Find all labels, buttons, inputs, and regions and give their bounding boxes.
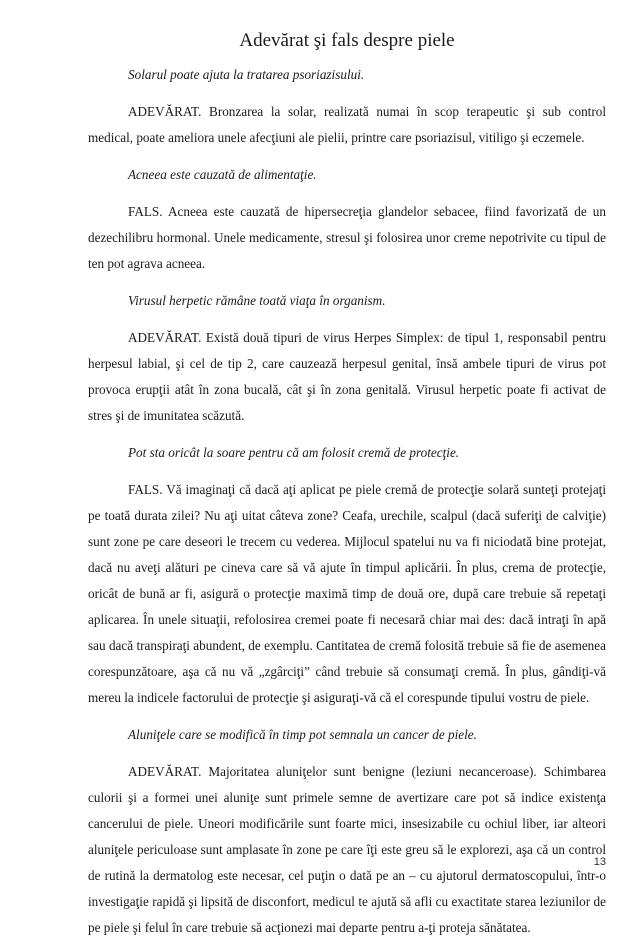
claim-5: Aluniţele care se modifică în timp pot semnala un cancer de piele. [128, 727, 477, 742]
page-number: 13 [593, 856, 606, 868]
claim-2: Acneea este cauzată de alimentaţie. [128, 167, 317, 182]
claim-1: Solarul poate ajuta la tratarea psoriazisului. [128, 67, 365, 82]
answer-1: ADEVĂRAT. Bronzarea la solar, realizată numai în scop terapeutic şi sub control medical, poate ameliora unele afecţiuni ale pielii, printre care psoriazisul, vitiligo şi eczemele. [88, 104, 606, 145]
document-page [88, 28, 606, 952]
claim-4: Pot sta oricât la soare pentru că am folosit cremă de protecţie. [128, 445, 460, 460]
claim-3: Virusul herpetic rămâne toată viaţa în organism. [128, 293, 386, 308]
answer-2: FALS. Acneea este cauzată de hipersecreţia glandelor sebacee, fiind favorizată de un dezechilibru hormonal. Unele medicamente, stresul şi folosirea unor creme nepotrivite cu tipul de ten pot agrava acneea. [88, 204, 606, 271]
answer-3: ADEVĂRAT. Există două tipuri de virus Herpes Simplex: de tipul 1, responsabil pentru herpesul labial, şi cel de tip 2, care cauzează herpesul genital, însă ambele tipuri de virus pot provoca erupţii atât în zona bucală, cât şi în zona genitală. Virusul herpetic poate fi activat de stres şi de imunitatea scăzută. [88, 330, 606, 423]
page-title: Adevărat şi fals despre piele [239, 30, 455, 51]
answer-5: ADEVĂRAT. Majoritatea aluniţelor sunt benigne (leziuni necanceroase). Schimbarea culorii şi a formei unei aluniţe sunt primele semne de avertizare care pot să indice existenţa cancerului de piele. Uneori modificările sunt foarte mici, insesizabile cu ochiul liber, iar alteori aluniţele periculoase sunt amplasate în zone pe care îţi este greu să le explorezi, aşa că un control de rutină la dermatolog este necesar, cel puţin o dată pe an – cu ajutorul dermatoscopului, într-o investigaţie rapidă şi lipsită de disconfort, medicul te ajută să afli cu exactitate starea leziunilor de pe piele şi felul în care trebuie să acţionezi mai departe pentru a-ţi proteja sănătatea. [88, 764, 606, 935]
answer-4: FALS. Vă imaginaţi că dacă aţi aplicat pe piele cremă de protecţie solară sunteţi protejaţi pe toată durata zilei? Nu aţi uitat câteva zone? Ceafa, urechile, scalpul (dacă suferiţi de calviţie) sunt zone pe care deseori le trecem cu vederea. Mijlocul spatelui nu va fi niciodată bine protejat, dacă nu aveţi alături pe cineva care să vă ajute în timpul aplicării. În plus, crema de protecţie, oricât de bună ar fi, asigură o protecţie maximă timp de două ore, după care trebuie să repetaţi aplicarea. În unele situaţii, refolosirea cremei poate fi necesară chiar mai des: dacă intraţi în apă sau dacă transpiraţi abundent, de exemplu. Cantitatea de cremă folosită trebuie să fie de asemenea corespunzătoare, aşa că nu vă „zgârciţi” când trebuie să consumaţi cremă. În plus, gândiţi-vă mereu la indicele factorului de protecţie şi asiguraţi-vă că el corespunde tipului vostru de piele. [88, 482, 606, 705]
